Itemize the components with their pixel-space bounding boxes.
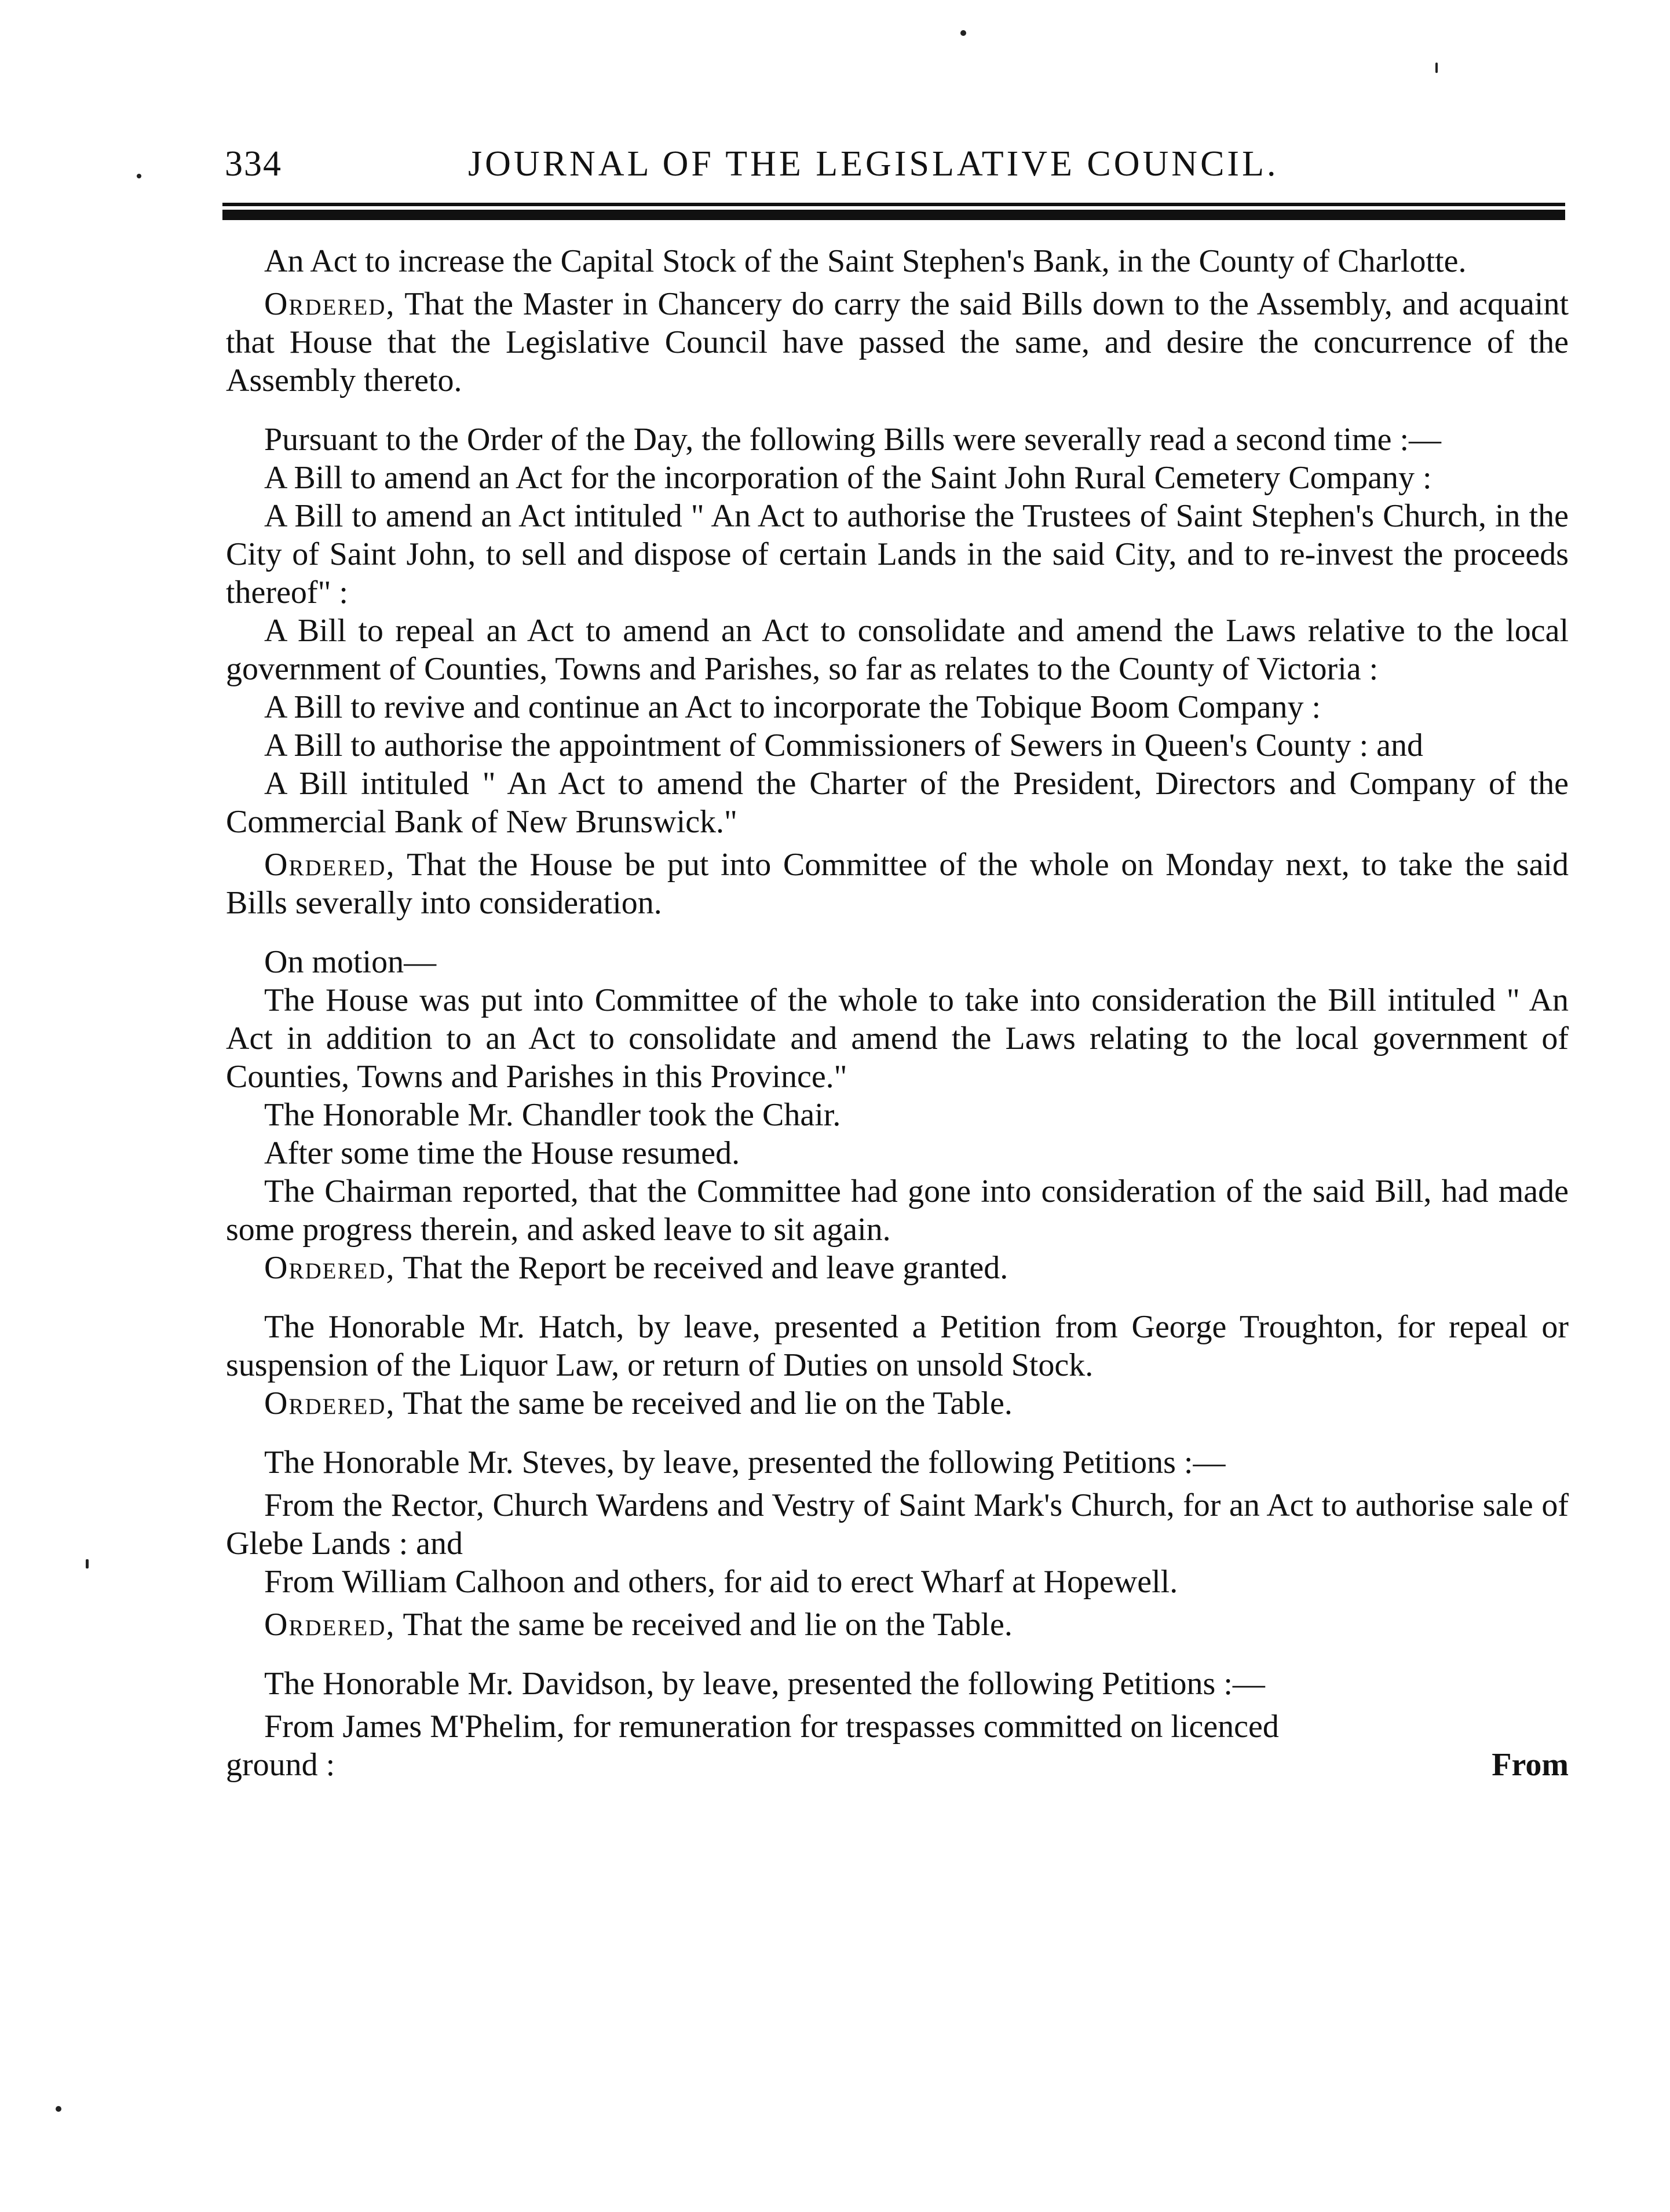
ordered-label: Ordered,: [264, 847, 396, 883]
paragraph-ordered-bills-to-assembly: Ordered, That the Master in Chancery do carry the said Bills down to the Assembly, and acquaint that House that the Legislative Council have passed the same, and desire the concurrence of the Assembly thereto.: [226, 286, 1569, 398]
catchword: From: [1492, 1747, 1569, 1783]
paragraph-bill-commercial-bank: A Bill intituled " An Act to amend the Charter of the President, Directors and Company of the Commercial Bank of New Brunswick.": [226, 766, 1569, 840]
ordered-label: Ordered,: [264, 286, 396, 322]
paragraph-bill-saint-stephens-church: A Bill to amend an Act intituled " An Act to authorise the Trustees of Saint Stephen's Church, in the City of Saint John, to sell and dispose of certain Lands in the said City, and to re-invest the proceeds thereof" :: [226, 498, 1569, 610]
paragraph-bill-cemetery: A Bill to amend an Act for the incorporation of the Saint John Rural Cemetery Company :: [264, 460, 1432, 496]
journal-body: [226, 242, 1569, 1784]
ink-speck: [960, 30, 966, 36]
paragraph-final-line: [226, 1746, 1569, 1784]
paragraph-on-motion: On motion—: [264, 944, 437, 980]
paragraph-mphelim-petition: From James M'Phelim, for remuneration for trespasses committed on licenced: [264, 1709, 1279, 1745]
paragraph-chairman-reported: The Chairman reported, that the Committee had gone into consideration of the said Bill, had made some progress therein, and asked leave to sit again.: [226, 1173, 1569, 1248]
paragraph-bill-tobique-boom: A Bill to revive and continue an Act to incorporate the Tobique Boom Company :: [264, 689, 1321, 725]
paragraph-capital-stock-act: An Act to increase the Capital Stock of the Saint Stephen's Bank, in the County of Charlotte.: [264, 243, 1467, 279]
paragraph-chandler-chair: The Honorable Mr. Chandler took the Chair.: [264, 1097, 841, 1133]
paragraph-ordered-steves-table: Ordered, That the same be received and lie on the Table.: [264, 1607, 1013, 1643]
paragraph-ordered-committee-monday: Ordered, That the House be put into Committee of the whole on Monday next, to take the said Bills severally into consideration.: [226, 847, 1569, 921]
paragraph-steves-petitions: The Honorable Mr. Steves, by leave, presented the following Petitions :—: [264, 1445, 1226, 1480]
ink-speck: [56, 2106, 61, 2112]
paragraph-davidson-petitions: The Honorable Mr. Davidson, by leave, presented the following Petitions :—: [264, 1666, 1265, 1702]
paragraph-saint-marks-petition: From the Rector, Church Wardens and Vestry of Saint Mark's Church, for an Act to authorise sale of Glebe Lands : and: [226, 1487, 1569, 1562]
ordered-label: Ordered,: [264, 1385, 396, 1421]
paragraph-bill-victoria: A Bill to repeal an Act to amend an Act to consolidate and amend the Laws relative to the local government of Counties, Towns and Parishes, so far as relates to the County of Victoria :: [226, 613, 1569, 687]
page-number: 334: [225, 144, 282, 184]
ink-speck: [86, 1559, 89, 1568]
paragraph-calhoon-petition: From William Calhoon and others, for aid to erect Wharf at Hopewell.: [264, 1564, 1178, 1600]
ink-speck: [137, 174, 141, 178]
header-rule-thin: [222, 203, 1565, 206]
ordered-label: Ordered,: [264, 1250, 396, 1286]
page-header: [225, 144, 1563, 196]
running-title: JOURNAL OF THE LEGISLATIVE COUNCIL.: [468, 144, 1279, 184]
paragraph-ordered-report-received: Ordered, That the Report be received and leave granted.: [264, 1250, 1008, 1286]
paragraph-bill-sewers: A Bill to authorise the appointment of Commissioners of Sewers in Queen's County : and: [264, 727, 1423, 763]
paragraph-ordered-hatch-table: Ordered, That the same be received and lie on the Table.: [264, 1385, 1013, 1421]
ink-speck: [1435, 63, 1438, 73]
paragraph-house-resumed: After some time the House resumed.: [264, 1135, 740, 1171]
final-line-text: ground :: [226, 1747, 335, 1783]
paragraph-order-of-the-day: Pursuant to the Order of the Day, the following Bills were severally read a second time :—: [264, 422, 1442, 458]
header-rule: [222, 203, 1565, 226]
paragraph-committee-of-whole: The House was put into Committee of the whole to take into consideration the Bill intituled " An Act in addition to an Act to consolidate and amend the Laws relating to the local government of Counties, Towns and Parishes in this Province.": [226, 982, 1569, 1095]
paragraph-hatch-petition: The Honorable Mr. Hatch, by leave, presented a Petition from George Troughton, for repeal or suspension of the Liquor Law, or return of Duties on unsold Stock.: [226, 1309, 1569, 1383]
ordered-label: Ordered,: [264, 1607, 396, 1643]
header-rule-thick: [222, 210, 1565, 220]
